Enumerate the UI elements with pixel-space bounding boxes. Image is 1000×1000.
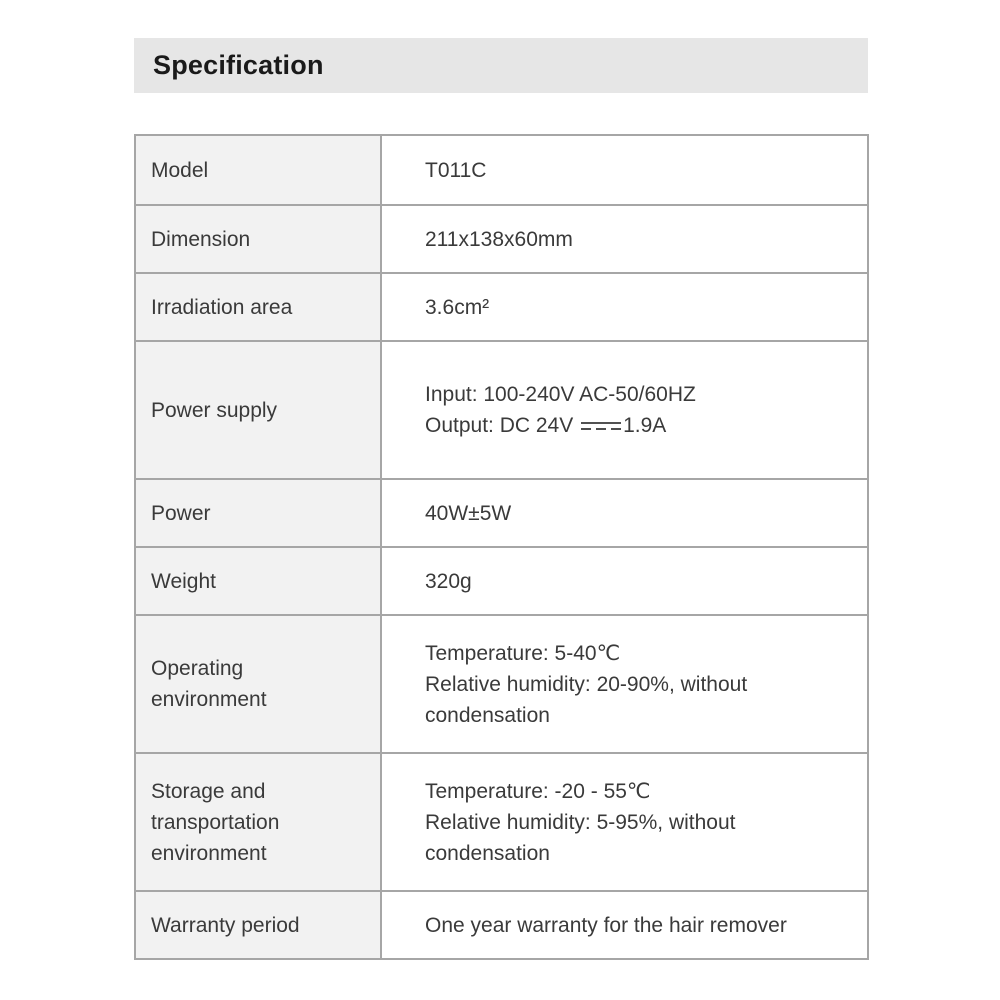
table-row-power-supply [135,341,868,479]
row-label-text: Model [151,158,209,182]
spec-table [134,134,869,960]
row-value [381,547,868,615]
row-value [381,891,868,959]
spec-header-bar [134,38,868,93]
row-label-text: Power supply [151,398,278,422]
row-label-text: Operating [151,657,244,680]
row-label [135,205,381,273]
dc-current-symbol-icon [581,421,621,431]
row-label [135,135,381,205]
row-value [381,273,868,341]
table-row-operating-environment [135,615,868,753]
row-label-text: environment [151,688,267,711]
row-value-text: Temperature: 5-40℃ [425,641,621,665]
row-label [135,547,381,615]
row-value [381,205,868,273]
row-label [135,615,381,753]
row-label-text: Weight [151,569,216,593]
row-value-output-line [425,410,867,441]
row-value-text: Relative humidity: 20-90%, without [425,672,748,696]
row-label-text: transportation [151,810,280,834]
row-label-text: Dimension [151,227,251,251]
row-value-text: condensation [425,703,550,727]
output-prefix-text: Output: DC 24V [425,414,574,437]
row-value-text: 320g [425,569,472,593]
row-label-text: Warranty period [151,913,300,937]
row-label [135,479,381,547]
row-label-text: Storage and [151,779,266,803]
row-value-text: 211x138x60mm [425,227,573,251]
row-value-text: Temperature: -20 - 55℃ [425,779,651,803]
row-value-text: 3.6cm² [425,295,490,319]
row-value [381,753,868,891]
table-row-power [135,479,868,547]
row-label [135,273,381,341]
row-label-text: Irradiation area [151,295,293,319]
row-value-text: Input: 100-240V AC-50/60HZ [425,383,696,406]
row-value-text: One year warranty for the hair remover [425,913,787,937]
row-label [135,753,381,891]
row-value-text: T011C [425,158,487,182]
row-label-text: Power [151,501,211,525]
row-label [135,891,381,959]
table-row-model [135,135,868,205]
row-value [381,615,868,753]
row-value-text: Relative humidity: 5-95%, without [425,810,736,834]
table-row-weight [135,547,868,615]
row-value [381,135,868,205]
table-row-warranty-period [135,891,868,959]
row-label-text: environment [151,841,267,865]
row-value-text: 40W±5W [425,501,512,525]
page-title: Specification [153,50,324,80]
row-value [381,479,868,547]
row-value-text: condensation [425,841,550,865]
table-row-dimension [135,205,868,273]
table-row-irradiation-area [135,273,868,341]
row-label [135,341,381,479]
output-suffix-text: 1.9A [623,414,667,437]
table-row-storage-environment [135,753,868,891]
row-value [381,341,868,479]
